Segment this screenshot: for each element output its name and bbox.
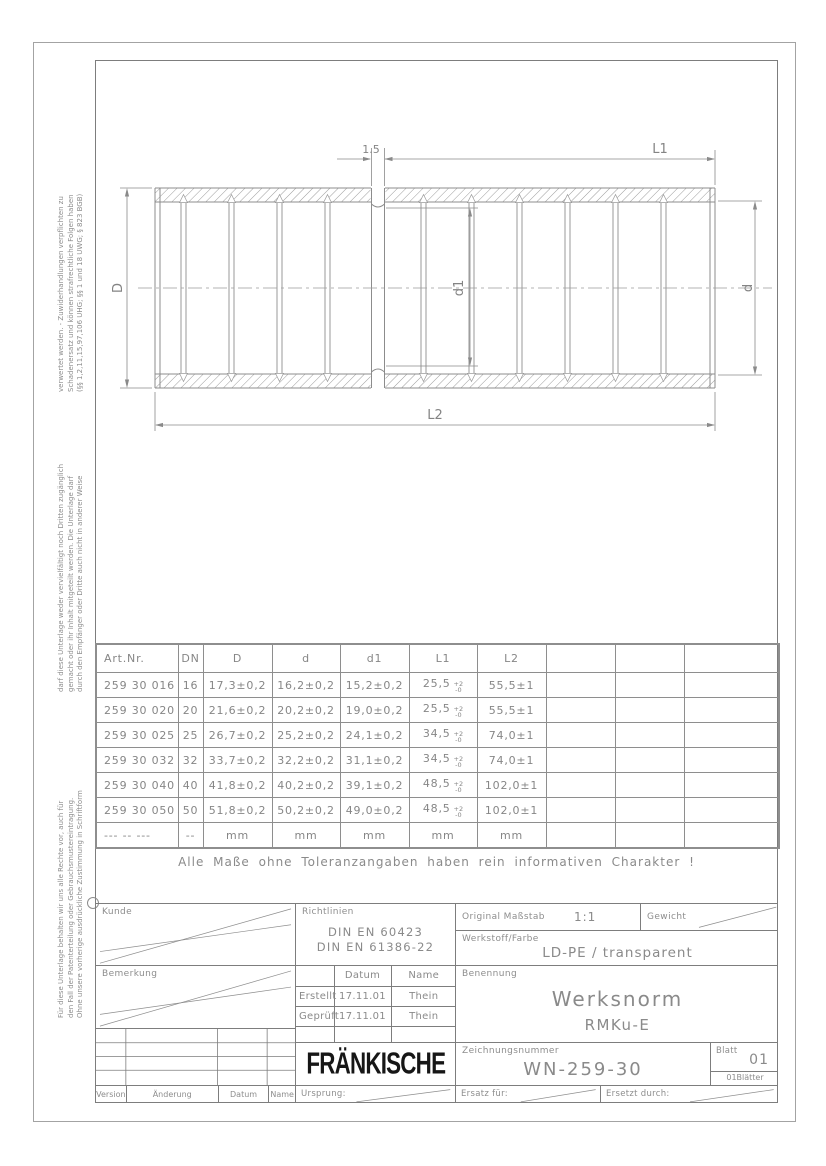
crossed-out-marks: [96, 904, 295, 965]
table-cell: [409, 773, 477, 798]
table-cell: 50: [178, 798, 203, 823]
table-cell: --- -- ---: [96, 823, 178, 849]
blatt-box: [711, 1043, 778, 1086]
massstab-box: [456, 904, 641, 931]
approval-name-header: Name: [391, 966, 456, 986]
erstellt-label: Erstellt: [296, 986, 334, 1006]
revision-grid: [96, 1029, 296, 1086]
pipe-drawing: [95, 130, 785, 440]
ersetzt-label: Ersetzt durch:: [606, 1089, 670, 1099]
revision-labels-row: [96, 1086, 296, 1103]
fraenkische-logo-text: FRÄNKISCHE: [306, 1046, 445, 1081]
dim-label-d: d: [741, 283, 756, 293]
tolerance-note: Alle Maße ohne Toleranzangaben haben rein informativen Charakter !: [178, 855, 695, 869]
table-cell: 15,2±0,2: [340, 673, 409, 698]
table-cell: 25,2±0,2: [272, 723, 340, 748]
col-header-empty: [546, 644, 615, 673]
bemerkung-label: Bemerkung: [102, 969, 158, 979]
approval-datum-header: Datum: [334, 966, 391, 986]
empty-field-slash: [296, 1086, 455, 1103]
col-header-l1: L1: [409, 644, 477, 673]
table-cell: 33,7±0,2: [203, 748, 272, 773]
approval-row-erstellt: [296, 986, 456, 1006]
legal-note-line: durch den Empfänger oder Dritte auch nicht in anderer Weise: [76, 475, 84, 692]
table-cell: 19,0±0,2: [340, 698, 409, 723]
dim-label-l1: L1: [652, 142, 668, 157]
benennung-subtitle: RMKu-E: [584, 1016, 651, 1034]
table-cell: [546, 748, 615, 773]
col-header-dn: DN: [178, 644, 203, 673]
table-cell: [684, 773, 779, 798]
l1-tolerance: +2 -0: [453, 754, 464, 769]
dimension-table: [95, 643, 780, 849]
table-cell: 32: [178, 748, 203, 773]
werkstoff-box: [456, 931, 778, 966]
approval-empty-cell: [296, 1026, 334, 1043]
gewicht-label: Gewicht: [647, 912, 687, 922]
table-cell: 20: [178, 698, 203, 723]
table-cell: 32,2±0,2: [272, 748, 340, 773]
col-header-artnr: Art.Nr.: [96, 644, 178, 673]
table-cell: 259 30 050: [96, 798, 178, 823]
richtlinie-din-2: DIN EN 61386-22: [316, 940, 435, 954]
table-cell: 41,8±0,2: [203, 773, 272, 798]
table-cell: [546, 698, 615, 723]
approval-table: [296, 966, 456, 1043]
table-cell: [615, 823, 684, 849]
empty-field-slash: [641, 904, 778, 930]
l1-tolerance: +2 -0: [453, 679, 464, 694]
table-cell: 259 30 032: [96, 748, 178, 773]
table-cell: 21,6±0,2: [203, 698, 272, 723]
table-cell: 49,0±0,2: [340, 798, 409, 823]
table-row: [96, 773, 779, 798]
table-cell: 16: [178, 673, 203, 698]
ursprung-label: Ursprung:: [301, 1089, 346, 1099]
col-header-empty: [684, 644, 779, 673]
table-cell: 20,2±0,2: [272, 698, 340, 723]
empty-field-slash: [456, 1086, 600, 1103]
zeichnungsnummer-label: Zeichnungsnummer: [462, 1046, 559, 1056]
table-cell: [615, 798, 684, 823]
l1-value: 48,5: [422, 801, 451, 815]
massstab-value: 1:1: [574, 910, 597, 924]
l1-tolerance: +2 -0: [453, 804, 464, 819]
benennung-box: [456, 966, 778, 1043]
aenderung-label: Änderung: [127, 1086, 219, 1103]
table-cell: [409, 673, 477, 698]
table-cell: 55,5±1: [477, 698, 546, 723]
l1-tolerance: +2 -0: [453, 729, 464, 744]
table-cell: [615, 723, 684, 748]
table-row: [96, 748, 779, 773]
table-cell: 40: [178, 773, 203, 798]
approval-row-geprueft: [296, 1006, 456, 1026]
geprueft-name: Thein: [391, 1006, 456, 1026]
col-header-empty: [615, 644, 684, 673]
table-row: [96, 698, 779, 723]
l1-value: 34,5: [422, 751, 451, 765]
table-cell: mm: [477, 823, 546, 849]
table-cell: mm: [272, 823, 340, 849]
table-cell: mm: [409, 823, 477, 849]
table-cell: [615, 698, 684, 723]
table-cell: [409, 723, 477, 748]
legal-note-line: gemacht oder ihr Inhalt mitgeteilt werden. Die Unterlage darf: [66, 475, 75, 692]
l1-value: 25,5: [422, 701, 451, 715]
col-header-l2: L2: [477, 644, 546, 673]
approval-empty-row: [296, 1026, 456, 1043]
dim-label-D: D: [111, 282, 126, 294]
legal-note-middle: [57, 455, 86, 692]
pipe-walls: [155, 186, 715, 389]
table-cell: 24,1±0,2: [340, 723, 409, 748]
table-cell: [684, 673, 779, 698]
table-cell: 50,2±0,2: [272, 798, 340, 823]
col-header-d1: d1: [340, 644, 409, 673]
richtlinien-box: [296, 904, 456, 966]
legal-note-line: Ohne unsere vorherige ausdrückliche Zustimmung in Schriftform: [76, 790, 84, 1018]
fraenkische-logo: [296, 1043, 456, 1086]
table-cell: [409, 798, 477, 823]
table-cell: 259 30 020: [96, 698, 178, 723]
geprueft-label: Geprüft: [296, 1006, 334, 1026]
approval-empty-cell: [391, 1026, 456, 1043]
ursprung-box: [296, 1086, 456, 1103]
legal-note-line: Für diese Unterlage behalten wir uns alle Rechte vor, auch für: [57, 800, 65, 1018]
title-block: [95, 903, 778, 1103]
benennung-label: Benennung: [462, 969, 518, 979]
approval-empty-cell: [296, 966, 334, 986]
table-cell: [615, 773, 684, 798]
table-cell: 102,0±1: [477, 773, 546, 798]
table-cell: 40,2±0,2: [272, 773, 340, 798]
empty-field-slash: [601, 1086, 778, 1103]
geprueft-datum: 17.11.01: [334, 1006, 391, 1026]
dim-label-d1: d1: [452, 279, 467, 297]
table-row: [96, 723, 779, 748]
table-cell: 259 30 040: [96, 773, 178, 798]
zeichnungsnummer-value: WN-259-30: [523, 1059, 643, 1080]
crossed-out-marks: [96, 966, 295, 1028]
dim-label-l2: L2: [427, 408, 443, 423]
l1-tolerance: +2 -0: [453, 779, 464, 794]
table-cell: [546, 823, 615, 849]
table-cell: [615, 748, 684, 773]
table-cell: [684, 748, 779, 773]
benennung-title: Werksnorm: [551, 987, 684, 1011]
approval-header-row: [296, 966, 456, 986]
table-cell: 74,0±1: [477, 723, 546, 748]
table-cell: [409, 698, 477, 723]
table-cell: mm: [340, 823, 409, 849]
richtlinie-din-1: DIN EN 60423: [327, 925, 423, 939]
table-cell: 74,0±1: [477, 748, 546, 773]
legal-note-line: verwertet werden. - Zuwiderhandlungen verpflichten zu: [57, 196, 65, 392]
table-cell: [546, 798, 615, 823]
ersetzt-box: [601, 1086, 778, 1103]
col-header-d: d: [272, 644, 340, 673]
l1-value: 48,5: [422, 776, 451, 790]
table-cell: mm: [203, 823, 272, 849]
table-cell: 55,5±1: [477, 673, 546, 698]
dim-label-slot: 1.5: [362, 143, 380, 156]
table-row: [96, 798, 779, 823]
table-cell: [546, 723, 615, 748]
ersatz-label: Ersatz für:: [461, 1089, 508, 1099]
table-cell: [546, 673, 615, 698]
erstellt-name: Thein: [391, 986, 456, 1006]
erstellt-datum: 17.11.01: [334, 986, 391, 1006]
table-row: [96, 673, 779, 698]
l1-value: 25,5: [422, 676, 451, 690]
table-cell: 39,1±0,2: [340, 773, 409, 798]
l1-tolerance: +2 -0: [453, 704, 464, 719]
table-cell: 51,8±0,2: [203, 798, 272, 823]
table-cell: [684, 698, 779, 723]
table-cell: [615, 673, 684, 698]
table-cell: 16,2±0,2: [272, 673, 340, 698]
table-cell: [684, 798, 779, 823]
legal-note-bottom: [57, 748, 86, 1018]
table-cell: 259 30 025: [96, 723, 178, 748]
blatt-total: 01Blätter: [726, 1073, 764, 1082]
table-cell: 26,7±0,2: [203, 723, 272, 748]
units-row: [96, 823, 779, 849]
legal-note-top: [57, 150, 86, 392]
massstab-label: Original Maßstab: [462, 912, 545, 922]
legal-note-line: darf diese Unterlage weder vervielfältigt noch Dritten zugänglich: [57, 463, 65, 692]
approval-empty-cell: [334, 1026, 391, 1043]
table-cell: 17,3±0,2: [203, 673, 272, 698]
kunde-box: [96, 904, 296, 966]
table-cell: [546, 773, 615, 798]
table-cell: 31,1±0,2: [340, 748, 409, 773]
approval-box: [296, 966, 456, 1043]
bemerkung-box: [96, 966, 296, 1029]
revision-grid-lines: [96, 1029, 295, 1085]
table-header-row: [96, 644, 779, 673]
table-cell: [409, 748, 477, 773]
table-cell: 25: [178, 723, 203, 748]
richtlinien-label: Richtlinien: [302, 907, 354, 917]
kunde-label: Kunde: [102, 907, 133, 917]
ersatz-box: [456, 1086, 601, 1103]
col-header-D: D: [203, 644, 272, 673]
blatt-value: 01: [749, 1052, 769, 1068]
legal-note-line: den Fall der Patenterteilung oder Gebrauchsmustereintragung.: [66, 797, 75, 1018]
blatt-label: Blatt: [716, 1046, 738, 1056]
version-label: Version: [96, 1086, 127, 1103]
l1-value: 34,5: [422, 726, 451, 740]
werkstoff-label: Werkstoff/Farbe: [462, 934, 539, 944]
table-cell: [684, 723, 779, 748]
werkstoff-value: LD-PE / transparent: [542, 945, 693, 961]
table-cell: [684, 823, 779, 849]
table-cell: --: [178, 823, 203, 849]
legal-note-line: Schadenersatz und können strafrechtliche Folgen haben: [66, 194, 75, 392]
datum-label: Datum: [219, 1086, 270, 1103]
table-cell: 102,0±1: [477, 798, 546, 823]
zeichnungsnummer-box: [456, 1043, 711, 1086]
name-label: Name: [270, 1090, 294, 1099]
table-cell: 259 30 016: [96, 673, 178, 698]
gewicht-box: [641, 904, 778, 931]
legal-note-line: (§§ 1,2,11,15,97,106 UHG; §§ 1 und 18 UWG; § 823 BGB): [76, 193, 84, 392]
